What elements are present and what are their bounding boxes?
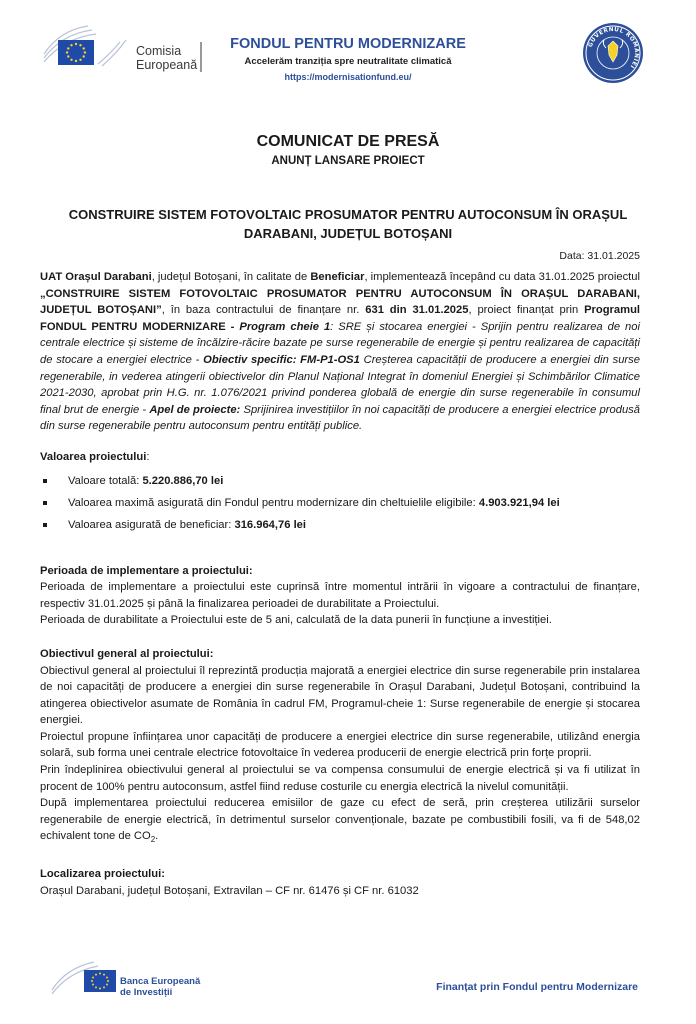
value-item-beneficiary: Valoarea asigurată de beneficiar: 316.964,76 lei bbox=[40, 514, 640, 536]
objective-heading: Obiectivul general al proiectului: bbox=[40, 647, 214, 660]
value-list bbox=[40, 470, 640, 536]
objective-paragraph-3: Prin îndeplinirea obiectivului general al proiectului se va compensa consumului de energie electrică și va fi utilizat în procent de 100% pentru autoconsum, astfel fiind reduse costurile cu energia electrică la nivelul comunității. bbox=[40, 764, 640, 793]
fund-subtitle: Accelerăm tranziția spre neutralitate climatică bbox=[244, 56, 452, 67]
value-heading: Valoarea proiectului: bbox=[40, 450, 150, 463]
value-item-total: Valoare totală: 5.220.886,70 lei bbox=[40, 470, 640, 492]
location-text: Orașul Darabani, județul Botoșani, Extravilan – CF nr. 61476 și CF nr. 61032 bbox=[40, 884, 419, 897]
document-date: Data: 31.01.2025 bbox=[559, 250, 640, 262]
period-paragraph-1: Perioada de implementare a proiectului este cuprinsă între momentul intrării în vigoare a contractului de finanțare, respectiv 31.01.2025 și până la finalizarea perioadei de durabilitate a Proiectului. bbox=[40, 581, 640, 610]
document-title: COMUNICAT DE PRESĂ bbox=[256, 133, 440, 150]
document-body bbox=[40, 269, 640, 899]
objective-paragraph-1: Obiectivul general al proiectului îl reprezintă producția majorată a energiei electrice din surse regenerabile prin instalarea de noi capacități de producere a energiei din surse regenerabile în Orașul Darabani, Județul Botoșani, contribuind la atingerea obiectivelor asumate de România în cadrul FM, Programul-cheie 1: Surse regenerabile de energie și stocarea energiei. bbox=[40, 664, 640, 727]
period-paragraph-2: Perioada de durabilitate a Proiectului este de 5 ani, calculată de la data punerii în funcțiune a investiției. bbox=[40, 614, 552, 627]
eib-label: Banca Europeană de Investiții bbox=[120, 976, 201, 998]
document-subtitle: ANUNȚ LANSARE PROIECT bbox=[271, 155, 425, 167]
government-seal-logo bbox=[582, 22, 644, 84]
objective-paragraph-2: Proiectul propune înființarea unor capacități de producere a energiei electrice din surse regenerabile, utilizând energia solară, sub forma unei centrale electrice fotovoltaice în vederea producerii de energie electrică prin forțe proprii. bbox=[40, 730, 640, 760]
project-title: CONSTRUIRE SISTEM FOTOVOLTAIC PROSUMATOR PENTRU AUTOCONSUM ÎN ORAȘUL DARABANI, JUDEȚUL BOTOȘANI bbox=[68, 207, 628, 241]
svg-text:GUVERNUL ROMÂNIEI: GUVERNUL ROMÂNIEI bbox=[587, 26, 640, 70]
location-heading: Localizarea proiectului: bbox=[40, 868, 165, 881]
intro-paragraph: UAT Orașul Darabani, județul Botoșani, în calitate de Beneficiar, implementează începând cu data 31.01.2025 proiectul „CONSTRUIRE SISTEM FOTOVOLTAIC PROSUMATOR PENTRU AUTOCONSUM ÎN ORAȘUL DARABANI, JUDEȚUL BOTOȘANI”, în baza contractului de finanțare nr. 631 din 31.01.2025, proiect finanțat prin Programul FONDUL PENTRU MODERNIZARE - Program cheie 1: SRE și stocarea energiei - Sprijin pentru realizarea de noi centrale electrice și sisteme de încălzire-răcire bazate pe surse regenerabile de energie și pentru realizarea de capacități de stocare a energiei electrice - Obiectiv specific: FM-P1-OS1 Creșterea capacității de producere a energiei din surse regenerabile, in vederea atingerii obiectivelor din Planul Național Integrat în domeniul Energiei și Schimbărilor Climatice 2021-2030, aprobat prin H.G. nr. 1.076/2021 privind ponderea globală de energie din surse regenerabile în consumul final brut de energie - Apel de proiecte: Sprijinirea investițiilor în noi capacități de producere a energiei electrice produsă din surse regenerabile pentru autoconsum pentru entități publice. bbox=[40, 271, 641, 433]
funded-by-text: Finanțat prin Fondul pentru Modernizare bbox=[436, 981, 638, 993]
header bbox=[0, 0, 696, 110]
objective-paragraph-4: După implementarea proiectului reducerea emisiilor de gaze cu efect de seră, prin creșterea utilizării surselor regenerabile de energie electrică, în detrimentul surselor convenționale, bazate pe combustibili fosili, va fi de 548,02 echivalent tone de $CO_2$. bbox=[40, 797, 640, 845]
ec-label: Comisia Europeană bbox=[136, 44, 198, 72]
value-item-fund: Valoarea maximă asigurată din Fondul pentru modernizare din cheltuielile eligibile: 4.903.921,94 lei bbox=[40, 492, 640, 514]
period-heading: Perioada de implementare a proiectului: bbox=[40, 564, 253, 577]
fund-title: FONDUL PENTRU MODERNIZARE bbox=[230, 36, 466, 52]
fund-url-link[interactable]: https://modernisationfund.eu/ bbox=[284, 72, 412, 82]
